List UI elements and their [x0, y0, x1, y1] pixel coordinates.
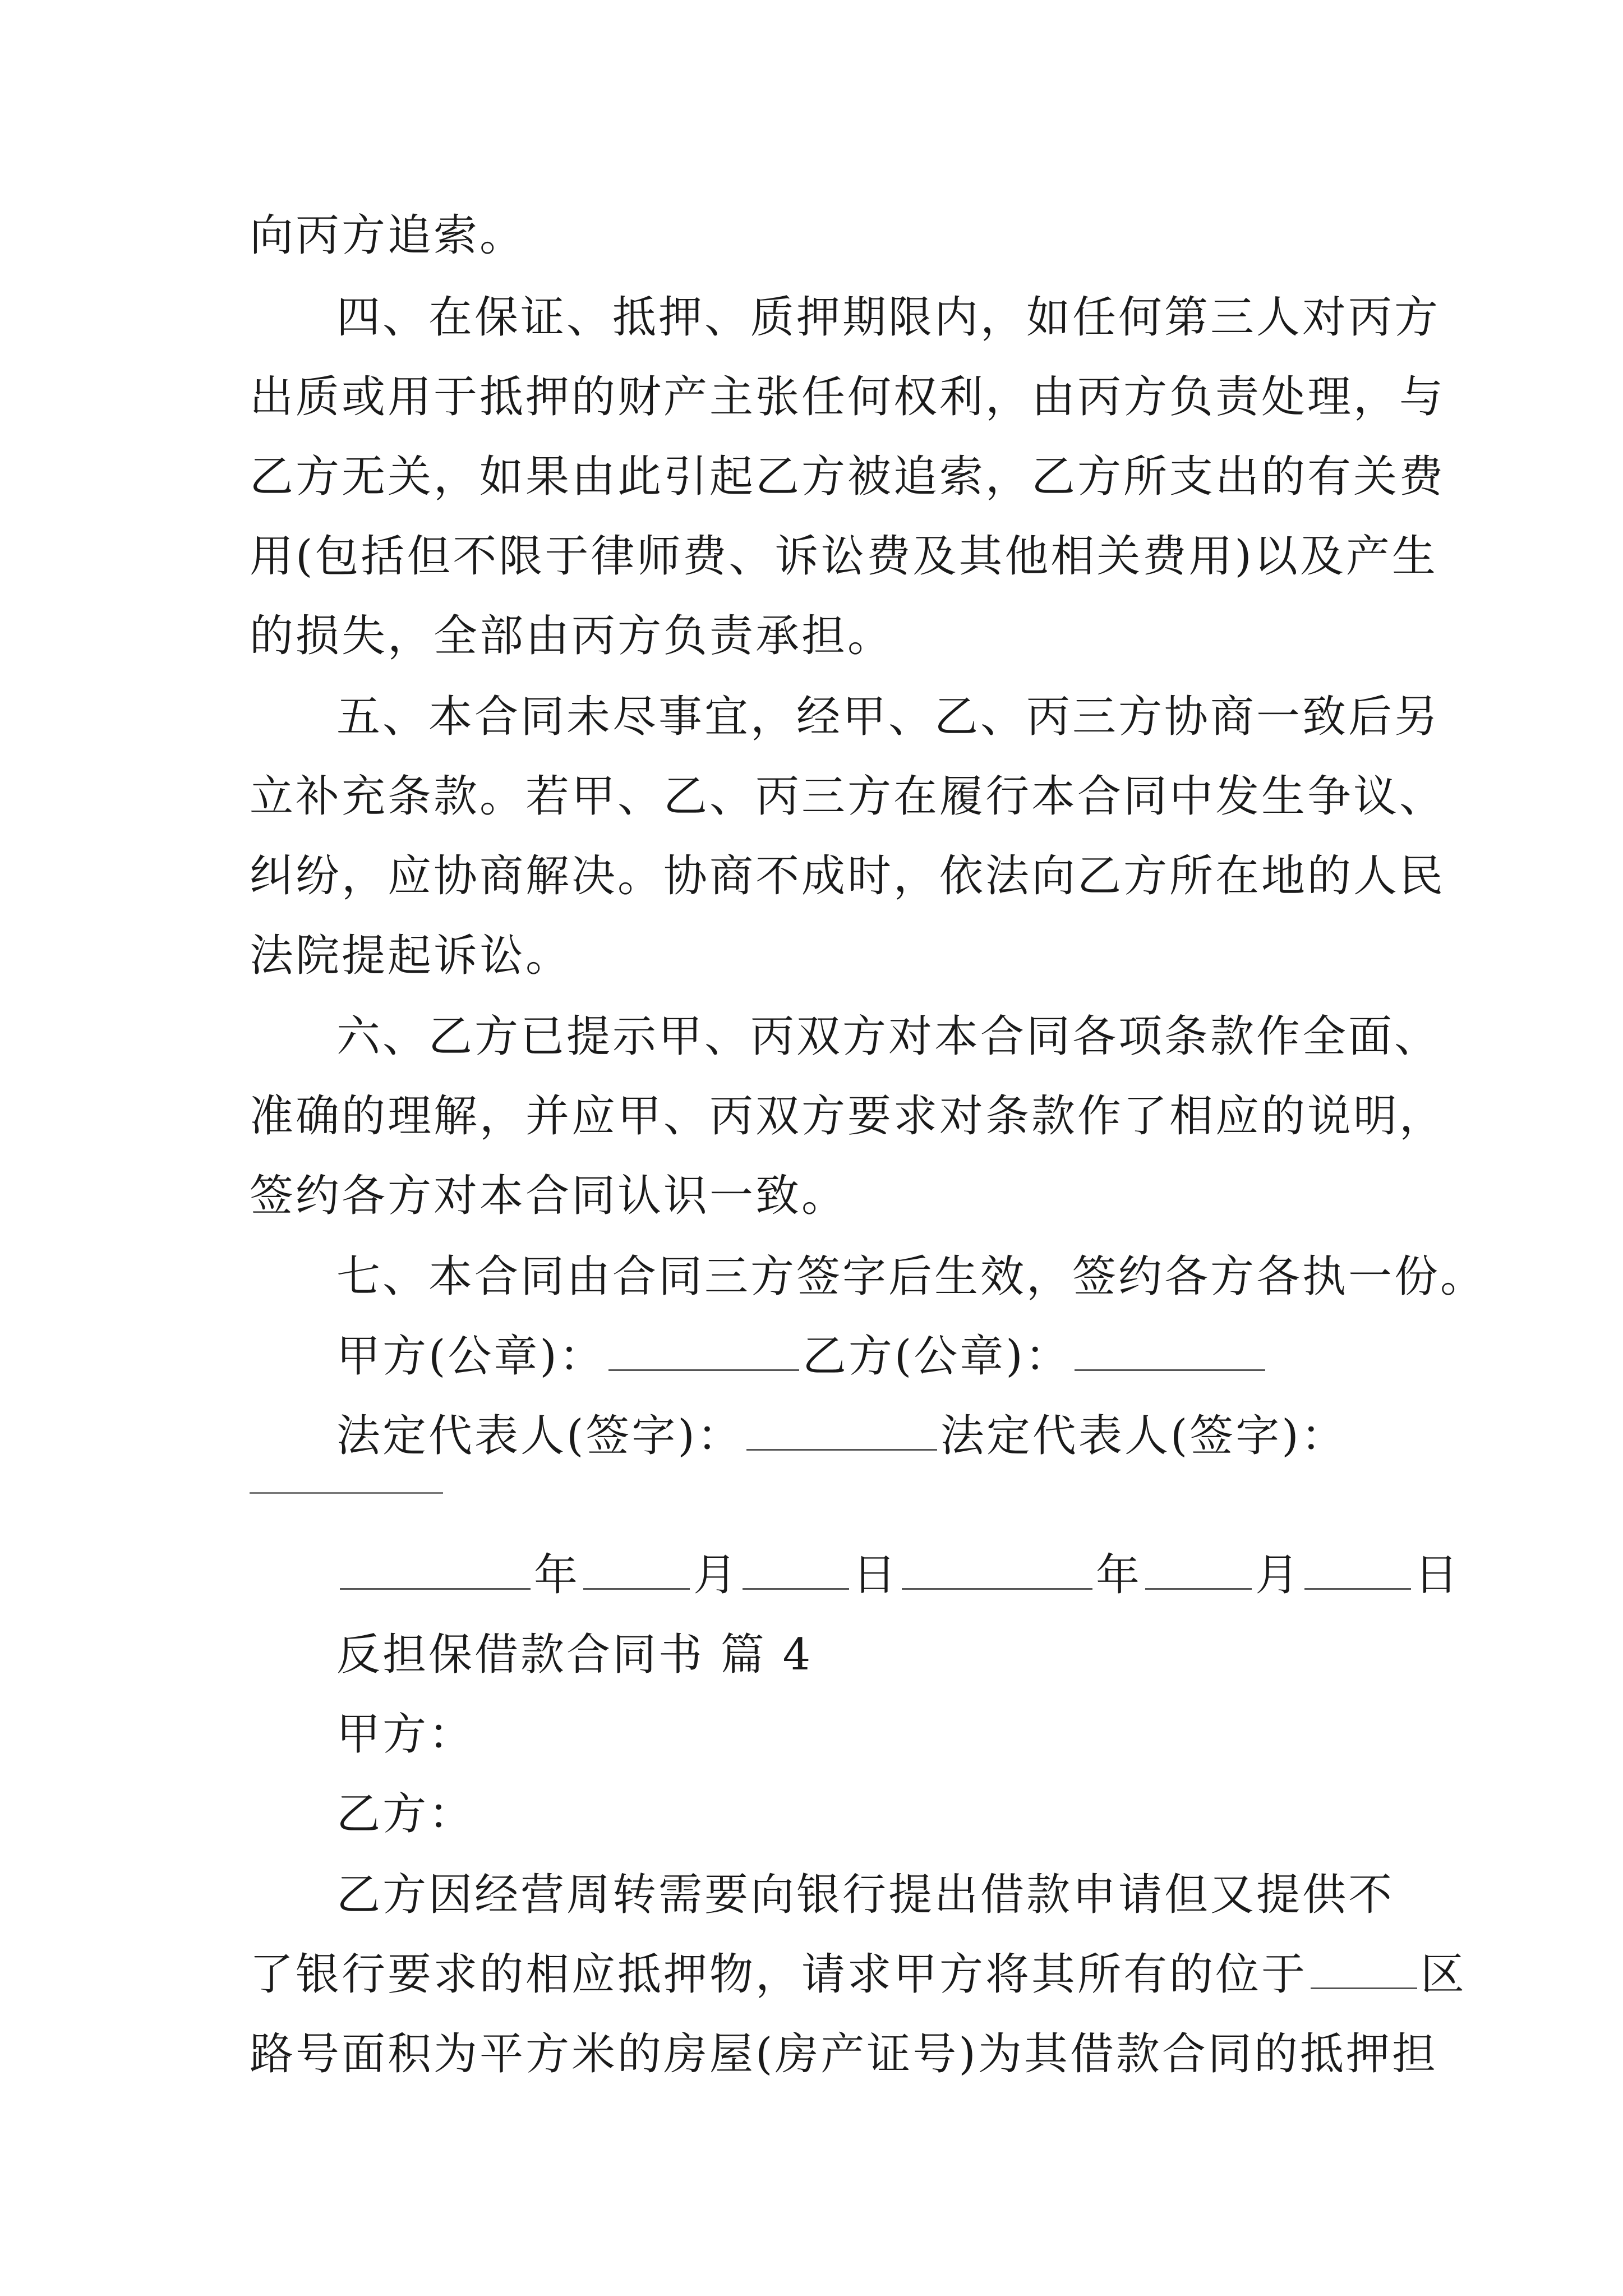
date-blank[interactable] [1145, 1549, 1252, 1590]
paragraph-line: 四、在保证、抵押、质押期限内，如任何第三人对丙方 [336, 292, 1441, 343]
section-title: 反担保借款合同书 篇 4 [336, 1630, 813, 1680]
date-blank[interactable] [1304, 1549, 1411, 1590]
date-line [336, 1548, 1460, 1602]
paragraph-line: 的损失，全部由丙方负责承担。 [250, 611, 894, 661]
year-label: 年 [1096, 1550, 1142, 1600]
paragraph-line: 用(包括但不限于律师费、诉讼费及其他相关费用)以及产生 [250, 531, 1438, 582]
paragraph-line: 六、乙方已提示甲、丙双方对本合同各项条款作全面、 [336, 1011, 1441, 1062]
paragraph-line: 法院提起诉讼。 [250, 931, 572, 981]
date-blank[interactable] [743, 1549, 849, 1590]
paragraph-line: 乙方因经营周转需要向银行提出借款申请但又提供不 [336, 1870, 1395, 1920]
paragraph-line: 签约各方对本合同认识一致。 [250, 1171, 848, 1221]
month-label: 月 [693, 1550, 740, 1600]
paragraph-line: 准确的理解，并应甲、丙双方要求对条款作了相应的说明， [250, 1091, 1446, 1142]
legal-rep-b-blank[interactable] [250, 1492, 443, 1494]
day-label: 日 [1414, 1550, 1461, 1600]
paragraph-line: 出质或用于抵押的财产主张任何权利，由丙方负责处理，与 [250, 372, 1446, 422]
party-b-label: 乙方： [336, 1789, 475, 1839]
legal-rep-b-label: 法定代表人(签字)： [940, 1411, 1347, 1461]
party-a-label: 甲方： [336, 1709, 475, 1760]
paragraph-line: 向丙方追索。 [250, 210, 526, 261]
paragraph-line: 立补充条款。若甲、乙、丙三方在履行本合同中发生争议、 [250, 771, 1446, 822]
paragraph-text: 区 [1421, 1949, 1467, 2000]
paragraph-line: 五、本合同未尽事宜，经甲、乙、丙三方协商一致后另 [336, 692, 1441, 742]
date-blank[interactable] [340, 1549, 531, 1590]
legal-rep-line [336, 1409, 1347, 1463]
paragraph-line: 纠纷，应协商解决。协商不成时，依法向乙方所在地的人民 [250, 851, 1446, 901]
location-blank[interactable] [1311, 1948, 1417, 1989]
seal-line [336, 1329, 1269, 1383]
legal-rep-a-blank[interactable] [746, 1410, 937, 1451]
day-label: 日 [852, 1550, 899, 1600]
paragraph-line: 乙方无关，如果由此引起乙方被追索，乙方所支出的有关费 [250, 452, 1446, 502]
date-blank[interactable] [902, 1549, 1092, 1590]
paragraph-line [250, 1948, 1467, 2001]
paragraph-line: 七、本合同由合同三方签字后生效，签约各方各执一份。 [336, 1251, 1487, 1302]
month-label: 月 [1255, 1550, 1302, 1600]
legal-rep-a-label: 法定代表人(签字)： [336, 1411, 743, 1461]
party-b-seal-label: 乙方(公章)： [802, 1331, 1071, 1382]
party-a-seal-label: 甲方(公章)： [336, 1331, 605, 1382]
paragraph-line: 路号面积为平方米的房屋(房产证号)为其借款合同的抵押担 [250, 2029, 1438, 2079]
party-b-seal-blank[interactable] [1075, 1330, 1265, 1371]
date-blank[interactable] [583, 1549, 690, 1590]
party-a-seal-blank[interactable] [608, 1330, 799, 1371]
year-label: 年 [534, 1550, 580, 1600]
paragraph-text: 了银行要求的相应抵押物，请求甲方将其所有的位于 [250, 1949, 1308, 2000]
